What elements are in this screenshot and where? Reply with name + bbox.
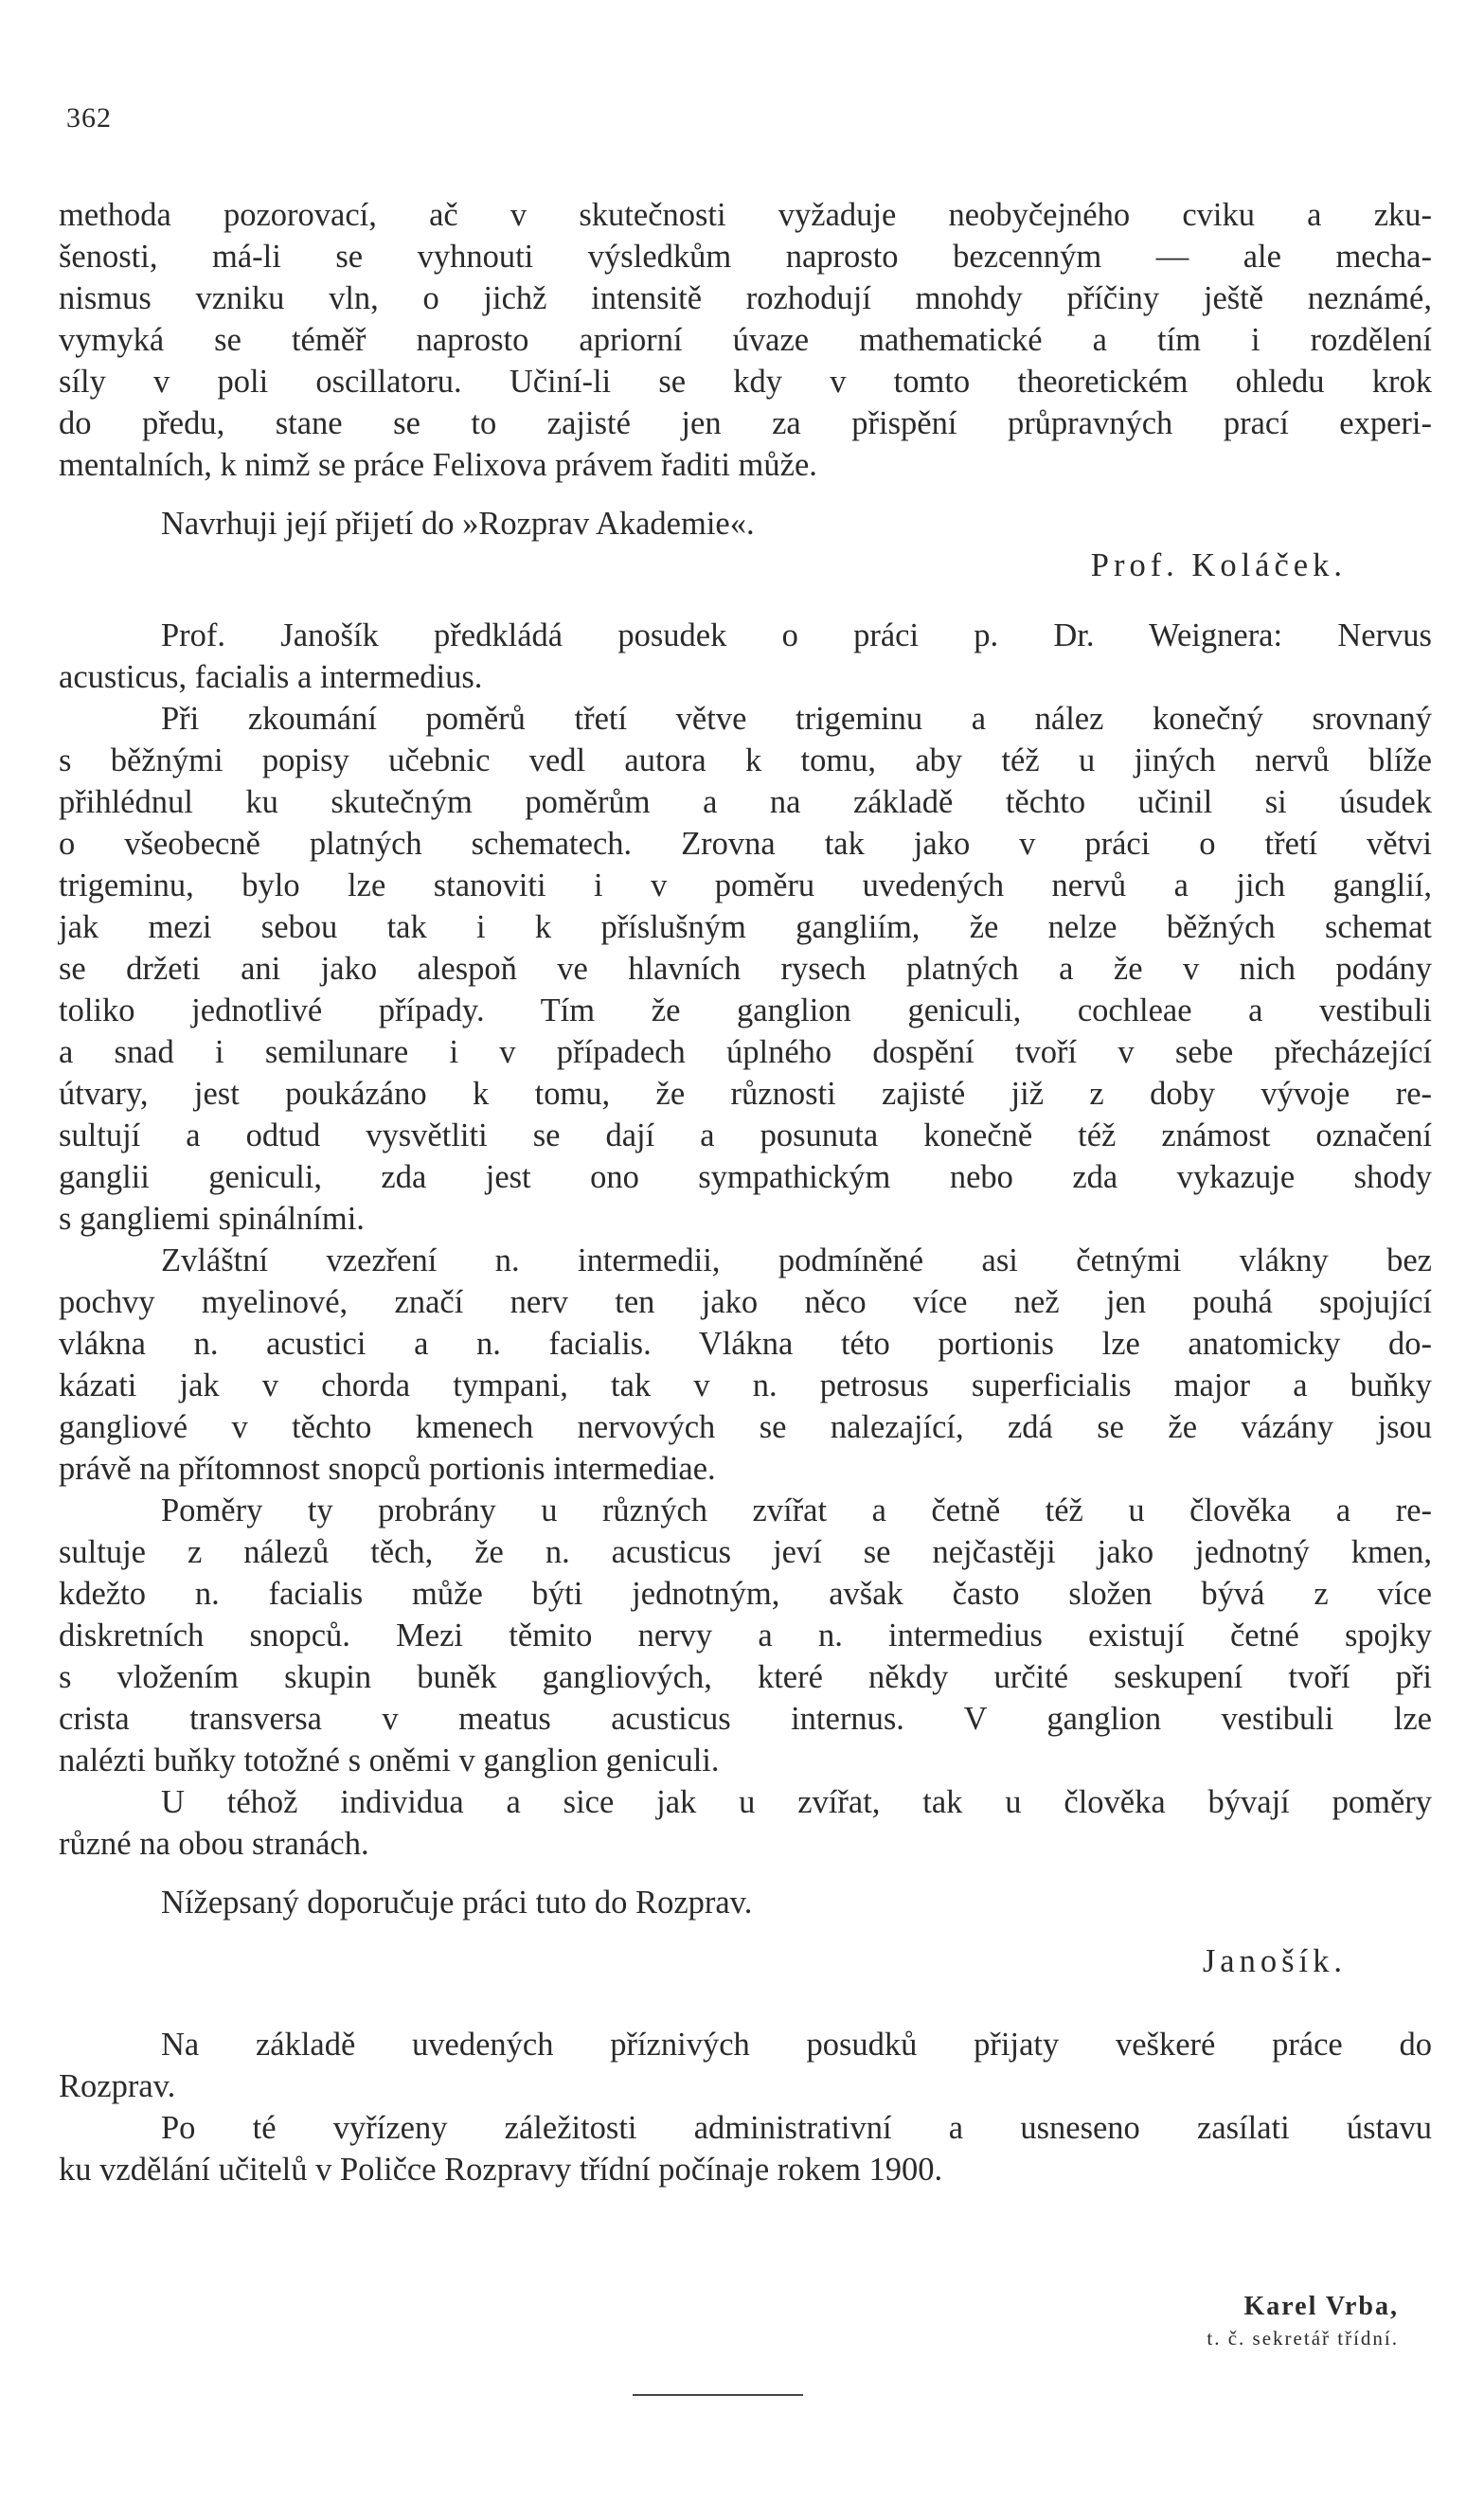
secretary-title: t. č. sekretář třídní. [1207,2327,1399,2350]
text-line: toliko jednotlivé případy. Tím že ganglion geniculi, cochleae a vestibuli [59,992,1432,1028]
text-line: kázati jak v chorda tympani, tak v n. petrosus superficialis major a buňky [59,1367,1432,1403]
review-janosik-intro [59,615,1432,698]
text-line: Při zkoumání poměrů třetí větve trigeminu a nález konečný srovnaný [161,701,1432,737]
text-line: diskretních snopců. Mezi těmito nervy a n. intermedius existují četné spojky [59,1617,1432,1653]
page-number: 362 [66,102,112,134]
text-line: ganglii geniculi, zda jest ono sympathickým nebo zda vykazuje shody [59,1159,1432,1195]
secretary-signoff [1207,2290,1399,2352]
recommendation-line: Nížepsaný doporučuje práci tuto do Rozprav. [161,1885,753,1921]
text-line: útvary, jest poukázáno k tomu, že různosti zajisté již z doby vývoje re- [59,1076,1432,1112]
text-line: Rozprav. [59,2068,176,2104]
text-line: mentalních, k nimž se práce Felixova právem řaditi může. [59,447,817,483]
text-line: sultují a odtud vysvětliti se dají a posunuta konečně též známost označení [59,1117,1432,1153]
text-line: nalézti buňky totožné s oněmi v ganglion geniculi. [59,1742,720,1778]
text-line: se držeti ani jako alespoň ve hlavních rysech platných a že v nich podány [59,951,1432,987]
text-line: acusticus, facialis a intermedius. [59,659,483,695]
signature-janosik: Janošík. [1202,1943,1347,1979]
text-line: s běžnými popisy učebnic vedl autora k tomu, aby též u jiných nervů blíže [59,742,1432,778]
text-line: Po té vyřízeny záležitosti administrativní a usneseno zasílati ústavu [161,2110,1432,2146]
text-line: vlákna n. acustici a n. facialis. Vlákna této portionis lze anatomicky do- [59,1326,1432,1362]
body-text [59,194,1432,2190]
text-line: kdežto n. facialis může býti jednotným, avšak často složen bývá z více [59,1576,1432,1612]
text-line: s vložením skupin buněk gangliových, které někdy určité seskupení tvoří při [59,1659,1432,1695]
text-line: trigeminu, bylo lze stanoviti i v poměru uvedených nervů a jich ganglií, [59,867,1432,903]
review-janosik-paragraph-4 [59,1781,1432,1865]
text-line: právě na přítomnost snopců portionis intermediae. [59,1451,716,1487]
text-line: ku vzdělání učitelů v Poličce Rozpravy třídní počínaje rokem 1900. [59,2152,943,2188]
text-line: sultuje z nálezů těch, že n. acusticus jeví se nejčastěji jako jednotný kmen, [59,1534,1432,1570]
resolution-paragraph-1 [59,2024,1432,2107]
review-koláček-paragraph [59,194,1432,486]
secretary-name: Karel Vrba, [1243,2292,1399,2321]
review-janosik-paragraph-1 [59,698,1432,1240]
text-line: pochvy myelinové, značí nerv ten jako něco více než jen pouhá spojující [59,1284,1432,1320]
text-line: síly v poli oscillatoru. Učiní-li se kdy v tomto theoretickém ohledu krok [59,364,1432,400]
text-line: přihlédnul ku skutečným poměrům a na základě těchto učinil si úsudek [59,784,1432,820]
text-line: různé na obou stranách. [59,1826,369,1862]
text-line: šenosti, má-li se vyhnouti výsledkům naprosto bezcenným — ale mecha- [59,239,1432,275]
text-line: do předu, stane se to zajisté jen za přispění průpravných prací experi- [59,405,1432,441]
text-line: crista transversa v meatus acusticus internus. V ganglion vestibuli lze [59,1701,1432,1737]
text-line: s gangliemi spinálními. [59,1201,365,1237]
text-line: methoda pozorovací, ač v skutečnosti vyžaduje neobyčejného cviku a zku- [59,197,1432,233]
resolution-paragraph-2 [59,2107,1432,2190]
text-line: o všeobecně platných schematech. Zrovna tak jako v práci o třetí větvi [59,826,1432,862]
text-line: Prof. Janošík předkládá posudek o práci p. Dr. Weignera: Nervus [161,617,1432,653]
text-line: Poměry ty probrány u různých zvířat a četně též u člověka a re- [161,1492,1432,1528]
text-line: vymyká se téměř naprosto apriorní úvaze mathematické a tím i rozdělení [59,322,1432,358]
text-line: Na základě uvedených příznivých posudků přijaty veškeré práce do [161,2027,1432,2063]
text-line: Zvláštní vzezření n. intermedii, podmíněné asi četnými vlákny bez [161,1242,1432,1278]
proposal-line: Navrhuji její přijetí do »Rozprav Akademie«. [161,506,755,542]
text-line: U téhož individua a sice jak u zvířat, tak u člověka bývají poměry [161,1784,1432,1820]
text-line: jak mezi sebou tak i k příslušným gangliím, že nelze běžných schemat [59,909,1432,945]
review-janosik-paragraph-3 [59,1490,1432,1781]
text-line: nismus vzniku vln, o jichž intensitě rozhodují mnohdy příčiny ještě neznámé, [59,280,1432,316]
signature-kolacek: Prof. Koláček. [1090,547,1347,583]
text-line: gangliové v těchto kmenech nervových se nalezající, zdá se že vázány jsou [59,1409,1432,1445]
text-line: a snad i semilunare i v případech úplného dospění tvoří v sebe přecházející [59,1034,1432,1070]
review-janosik-paragraph-2 [59,1240,1432,1490]
closing-rule [633,2394,803,2396]
